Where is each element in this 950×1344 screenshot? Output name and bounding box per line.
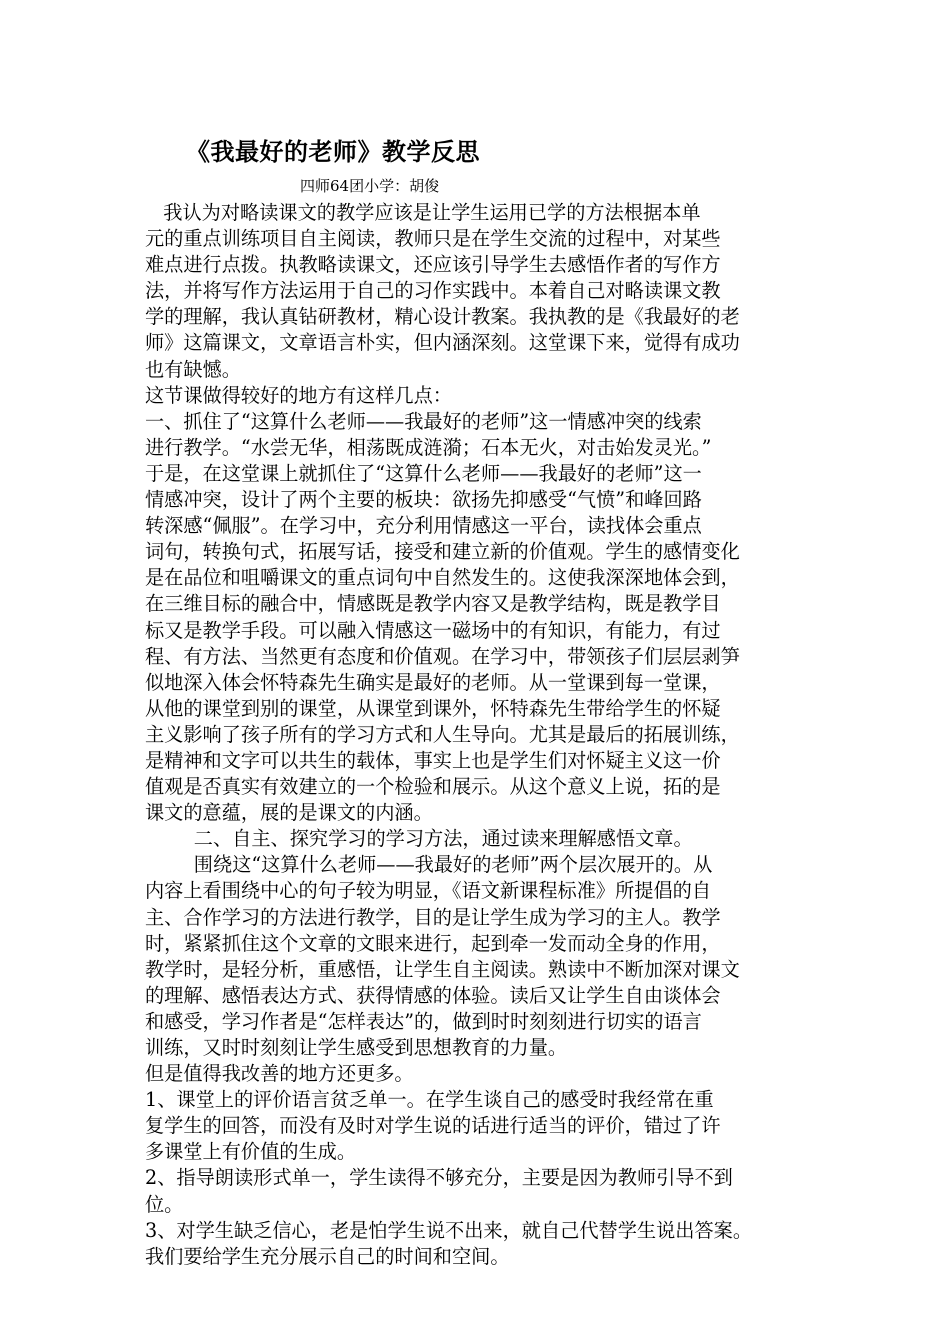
body-line: 一、抓住了“这算什么老师——我最好的老师”这一情感冲突的线索 (145, 409, 702, 433)
body-line: 围绕这“这算什么老师——我最好的老师”两个层次展开的。从 (145, 853, 713, 877)
body-line: 是在品位和咀嚼课文的重点词句中自然发生的。这使我深深地体会到， (145, 566, 740, 590)
body-line: 在三维目标的融合中，情感既是教学内容又是教学结构，既是教学目 (145, 592, 721, 616)
body-line: 主、合作学习的方法进行教学，目的是让学生成为学习的主人。教学 (145, 905, 721, 929)
body-line: 转深感“佩服”。在学习中，充分利用情感这一平台，读找体会重点 (145, 514, 702, 538)
body-line: 课文的意蕴，展的是课文的内涵。 (145, 801, 433, 825)
body-line: 内容上看围绕中心的句子较为明显，《语文新课程标准》所提倡的自 (145, 879, 712, 903)
document-title: 《我最好的老师》教学反思 (186, 137, 480, 166)
body-line: 2、指导朗读形式单一，学生读得不够充分，主要是因为教师引导不到 (145, 1166, 733, 1190)
document-body (145, 200, 815, 1270)
body-line: 时，紧紧抓住这个文章的文眼来进行，起到牵一发而动全身的作用， (145, 931, 721, 955)
body-line: 的理解、感悟表达方式、获得情感的体验。读后又让学生自由谈体会 (145, 983, 721, 1007)
body-line: 1、课堂上的评价语言贫乏单一。在学生谈自己的感受时我经常在重 (145, 1088, 714, 1112)
body-line: 位。 (145, 1192, 184, 1216)
body-line: 元的重点训练项目自主阅读，教师只是在学生交流的过程中，对某些 (145, 227, 721, 251)
body-line: 3、对学生缺乏信心，老是怕学生说不出来，就自己代替学生说出答案。 (145, 1218, 753, 1242)
body-line: 也有缺憾。 (145, 357, 241, 381)
body-line: 二、自主、探究学习的学习方法，通过读来理解感悟文章。 (145, 827, 693, 851)
body-line: 师》这篇课文，文章语言朴实，但内涵深刻。这堂课下来，觉得有成功 (145, 331, 740, 355)
body-line: 复学生的回答，而没有及时对学生说的话进行适当的评价，错过了许 (145, 1114, 721, 1138)
body-line: 于是，在这堂课上就抓住了“这算什么老师——我最好的老师”这一 (145, 461, 702, 485)
body-line: 程、有方法、当然更有态度和价值观。在学习中，带领孩子们层层剥笋 (145, 644, 740, 668)
body-line: 难点进行点拨。执教略读课文，还应该引导学生去感悟作者的写作方 (145, 253, 721, 277)
body-line: 法，并将写作方法运用于自己的习作实践中。本着自己对略读课文教 (145, 279, 721, 303)
body-line: 和感受，学习作者是“怎样表达”的，做到时时刻刻进行切实的语言 (145, 1009, 702, 1033)
body-line: 是精神和文字可以共生的载体，事实上也是学生们对怀疑主义这一价 (145, 748, 721, 772)
document-author: 四师64团小学：胡俊 (300, 177, 440, 195)
body-line: 训练，又时时刻刻让学生感受到思想教育的力量。 (145, 1036, 568, 1059)
body-line: 值观是否真实有效建立的一个检验和展示。从这个意义上说，拓的是 (145, 775, 721, 799)
body-line: 但是值得我改善的地方还更多。 (145, 1062, 414, 1086)
body-line: 主义影响了孩子所有的学习方式和人生导向。尤其是最后的拓展训练， (145, 722, 740, 746)
body-line: 词句，转换句式，拓展写话，接受和建立新的价值观。学生的感情变化 (145, 540, 740, 564)
body-line: 从他的课堂到别的课堂，从课堂到课外，怀特森先生带给学生的怀疑 (145, 696, 721, 720)
body-line: 学的理解，我认真钻研教材，精心设计教案。我执教的是《我最好的老 (145, 305, 740, 329)
body-line: 似地深入体会怀特森先生确实是最好的老师。从一堂课到每一堂课， (145, 670, 721, 694)
body-line: 这节课做得较好的地方有这样几点： (145, 383, 452, 407)
body-line: 情感冲突，设计了两个主要的板块：欲扬先抑感受“气愤”和峰回路 (145, 488, 702, 512)
body-line: 教学时，是轻分析，重感悟，让学生自主阅读。熟读中不断加深对课文 (145, 957, 740, 981)
body-line: 进行教学。“水尝无华，相荡既成涟漪；石本无火，对击始发灵光。” (145, 435, 712, 459)
body-line: 我们要给学生充分展示自己的时间和空间。 (145, 1244, 510, 1268)
body-line: 标又是教学手段。可以融入情感这一磁场中的有知识，有能力，有过 (145, 618, 721, 642)
body-line: 多课堂上有价值的生成。 (145, 1140, 357, 1164)
body-line: 我认为对略读课文的教学应该是让学生运用已学的方法根据本单 (145, 201, 701, 224)
